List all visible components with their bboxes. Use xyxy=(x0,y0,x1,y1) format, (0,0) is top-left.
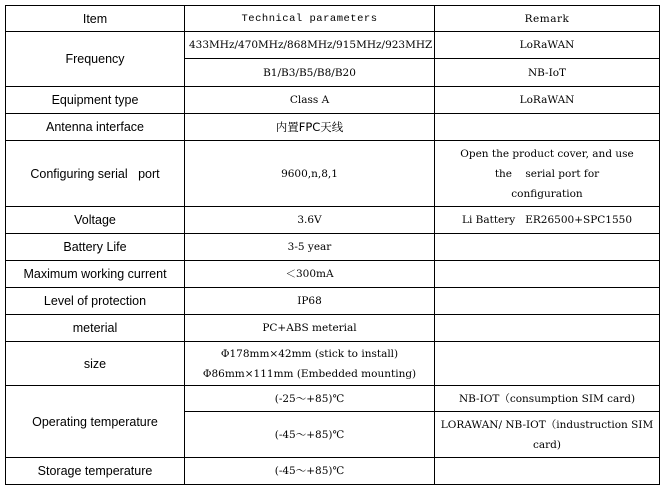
storage-remark xyxy=(435,458,660,485)
table-row xyxy=(6,87,660,114)
optemp-remark-line: LORAWAN/ NB-IOT（industruction SIM xyxy=(440,418,654,431)
table-row xyxy=(6,234,660,261)
optemp-remark-industrial xyxy=(435,412,660,458)
table-row xyxy=(6,386,660,412)
table-row xyxy=(6,342,660,386)
current-item: Maximum working current xyxy=(6,261,185,288)
table-row xyxy=(6,32,660,59)
current-remark xyxy=(435,261,660,288)
protection-params: IP68 xyxy=(185,288,435,315)
current-params: ＜300mA xyxy=(185,261,435,288)
material-item: meterial xyxy=(6,315,185,342)
battery-remark xyxy=(435,234,660,261)
optemp-remark-line: NB-IOT（consumption SIM card) xyxy=(458,392,636,405)
size-remark xyxy=(435,342,660,386)
serial-remark-line: the serial port for xyxy=(494,167,600,180)
battery-params: 3-5 year xyxy=(185,234,435,261)
serial-item: Configuring serial port xyxy=(6,141,185,207)
material-params: PC+ABS meterial xyxy=(185,315,435,342)
optemp-remark-line: card) xyxy=(533,438,561,451)
size-params-line: Φ178mm×42mm (stick to install) xyxy=(220,347,399,360)
table-row xyxy=(6,261,660,288)
size-params xyxy=(185,342,435,386)
size-params-line: Φ86mm×111mm (Embedded mounting) xyxy=(202,367,417,380)
equipment-params: Class A xyxy=(185,87,435,114)
serial-remark xyxy=(435,141,660,207)
table-row xyxy=(6,458,660,485)
optemp-remark-consumption xyxy=(435,386,660,412)
voltage-item: Voltage xyxy=(6,207,185,234)
table-row xyxy=(6,288,660,315)
frequency-params-nbiot: B1/B3/B5/B8/B20 xyxy=(185,59,435,87)
battery-item: Battery Life xyxy=(6,234,185,261)
voltage-remark: Li Battery ER26500+SPC1550 xyxy=(435,207,660,234)
serial-remark-line: configuration xyxy=(511,187,583,200)
protection-item: Level of protection xyxy=(6,288,185,315)
optemp-params-industrial: (-45～+85)℃ xyxy=(185,412,435,458)
table-row xyxy=(6,207,660,234)
size-item: size xyxy=(6,342,185,386)
protection-remark xyxy=(435,288,660,315)
optemp-params-consumption: (-25～+85)℃ xyxy=(185,386,435,412)
frequency-remark-nbiot: NB-IoT xyxy=(435,59,660,87)
spec-table xyxy=(5,5,660,485)
frequency-item: Frequency xyxy=(6,32,185,87)
storage-params: (-45～+85)℃ xyxy=(185,458,435,485)
equipment-item: Equipment type xyxy=(6,87,185,114)
antenna-item: Antenna interface xyxy=(6,114,185,141)
table-row xyxy=(6,141,660,207)
table-row xyxy=(6,315,660,342)
storage-item: Storage temperature xyxy=(6,458,185,485)
header-item: Item xyxy=(6,6,185,32)
serial-remark-line: Open the product cover, and use xyxy=(460,147,634,160)
material-remark xyxy=(435,315,660,342)
antenna-params: 内置FPC天线 xyxy=(185,114,435,141)
frequency-remark-lora: LoRaWAN xyxy=(435,32,660,59)
optemp-item: Operating temperature xyxy=(6,386,185,458)
frequency-params-lora: 433MHz/470MHz/868MHz/915MHz/923MHZ xyxy=(185,32,435,59)
antenna-remark xyxy=(435,114,660,141)
header-params: Technical parameters xyxy=(185,6,435,32)
serial-params: 9600,n,8,1 xyxy=(185,141,435,207)
voltage-params: 3.6V xyxy=(185,207,435,234)
equipment-remark: LoRaWAN xyxy=(435,87,660,114)
table-header-row xyxy=(6,6,660,32)
table-row xyxy=(6,114,660,141)
header-remark: Remark xyxy=(435,6,660,32)
